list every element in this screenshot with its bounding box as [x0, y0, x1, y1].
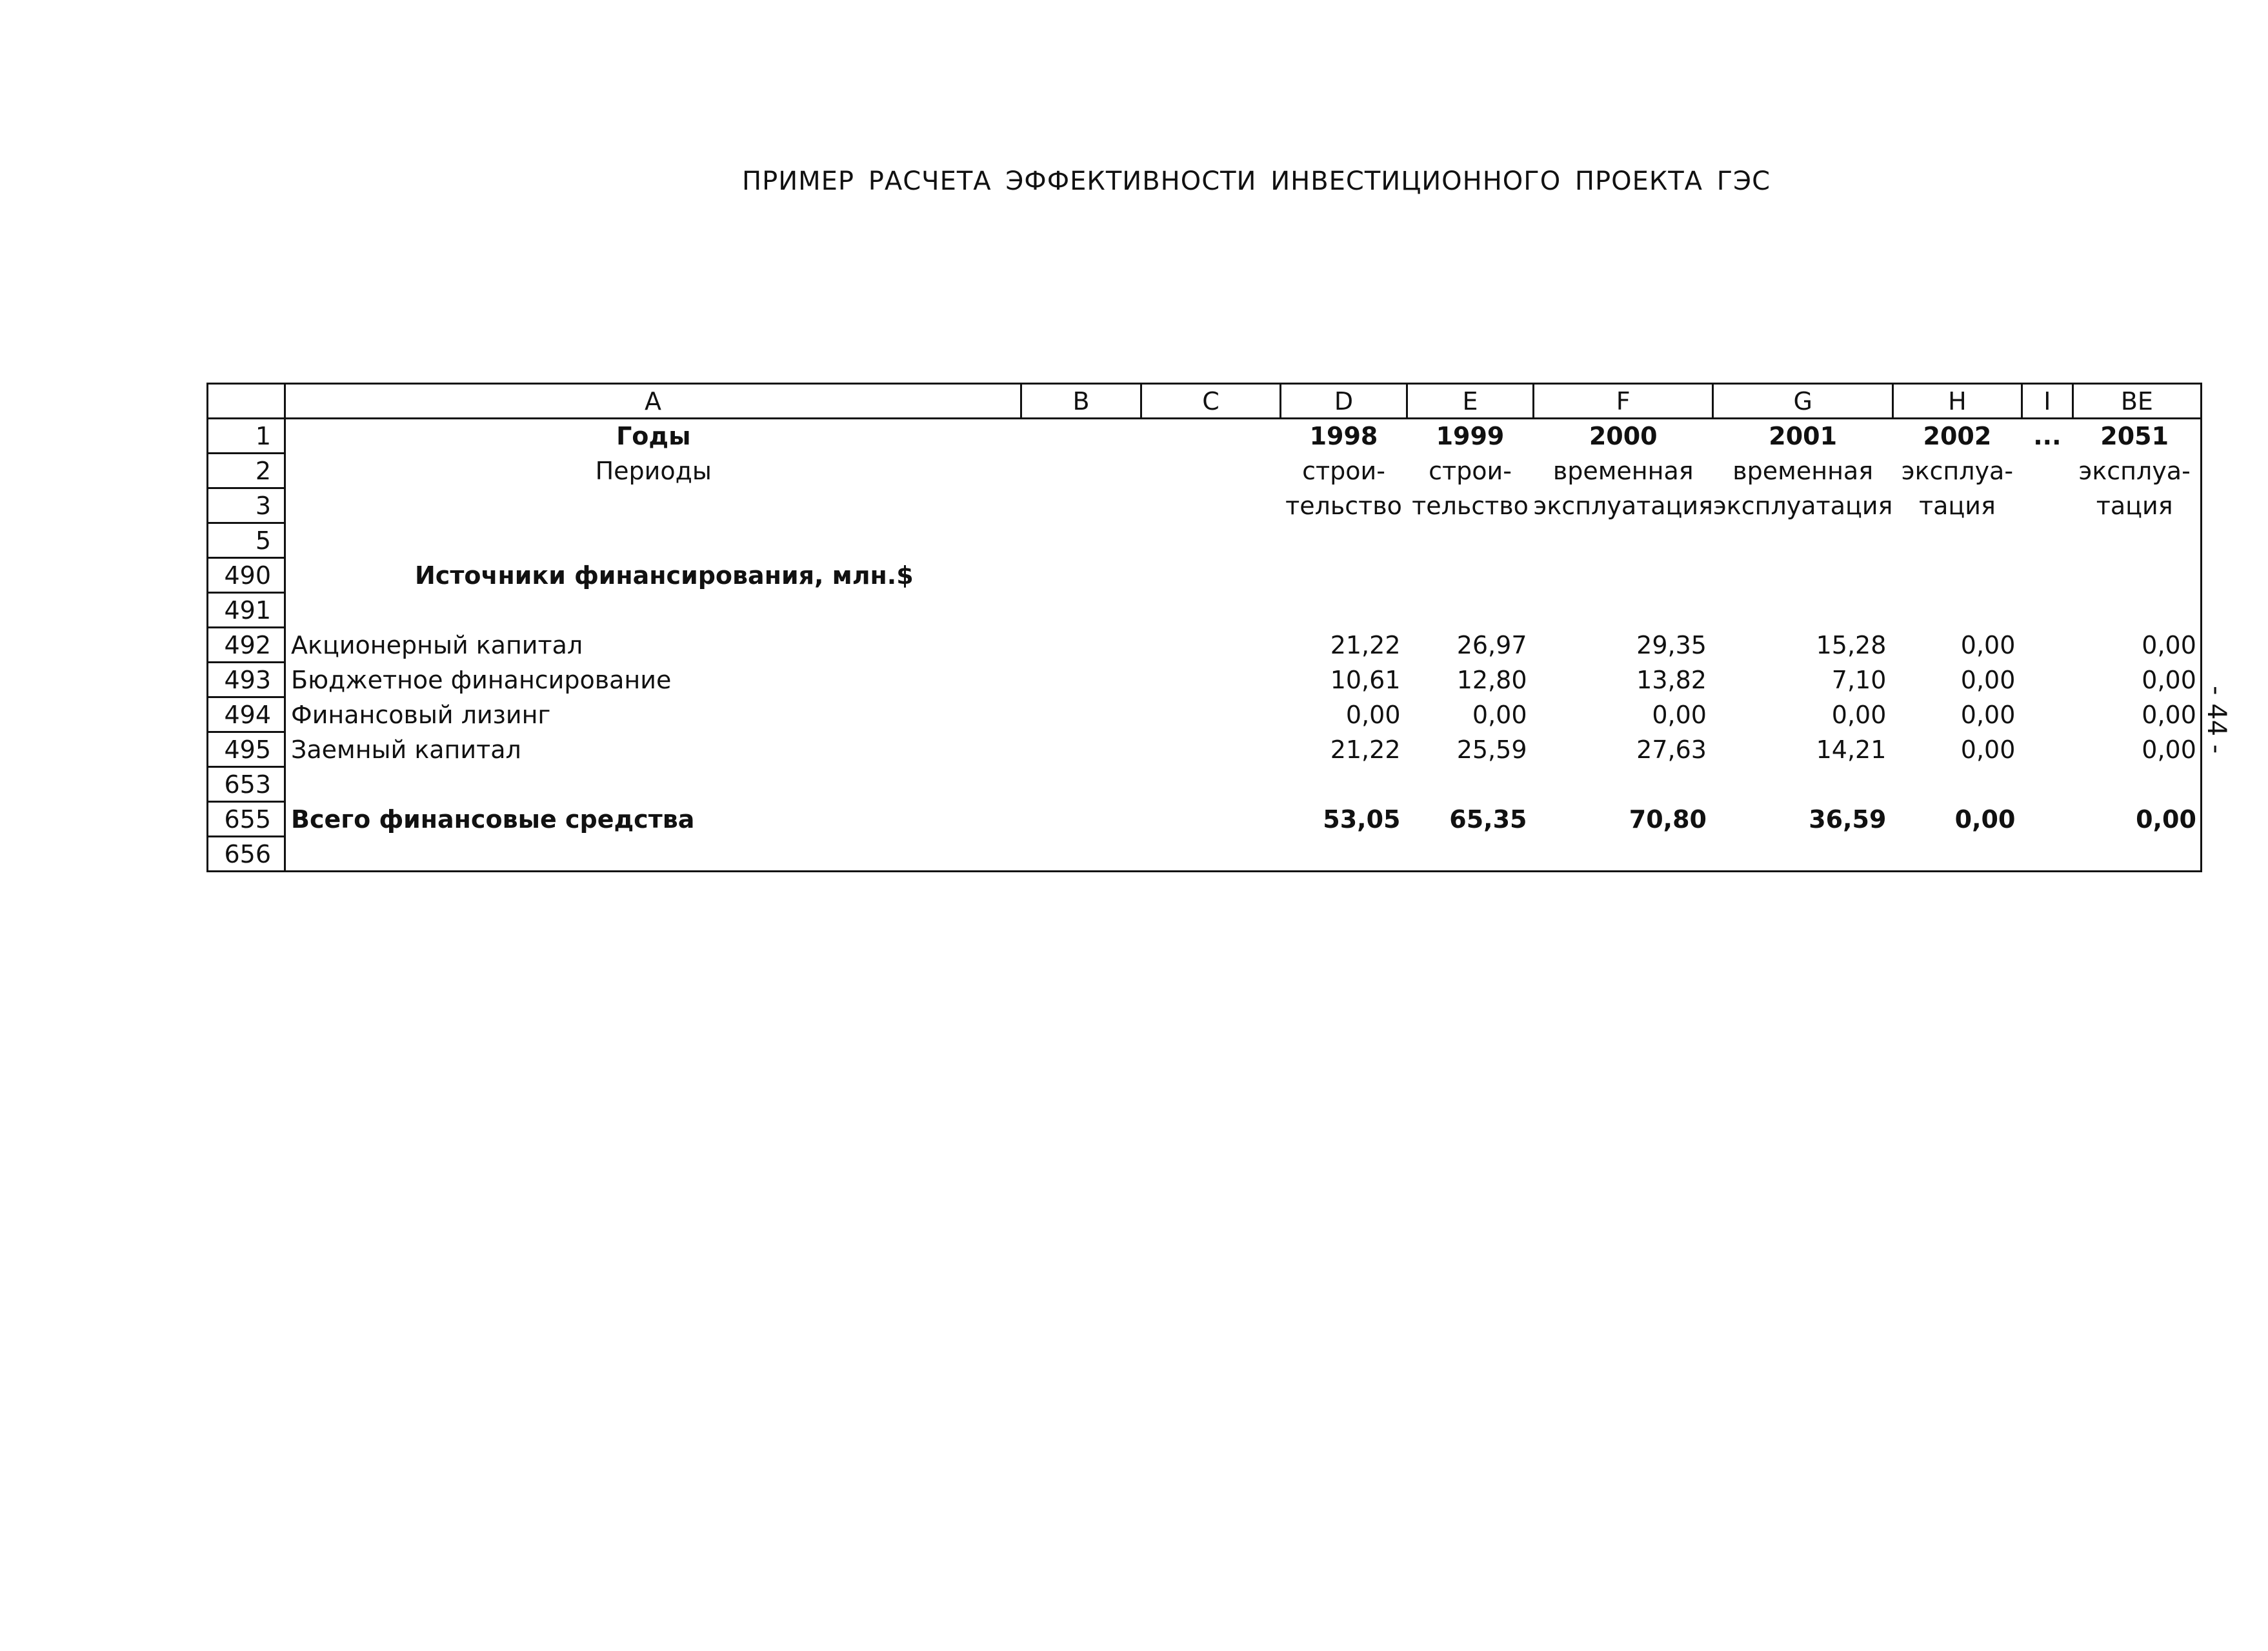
- period-e-line2: тельство: [1412, 491, 1529, 520]
- cell-h: 0,00: [1960, 665, 2016, 694]
- cell-d: 10,61: [1330, 665, 1401, 694]
- row-number: 494: [208, 697, 285, 732]
- cell-f: 13,82: [1636, 665, 1707, 694]
- total-row: [208, 802, 2202, 837]
- table-row: [208, 628, 2202, 663]
- year-d: 1998: [1309, 422, 1378, 451]
- row-number: 656: [208, 837, 285, 872]
- periods-label: Периоды: [285, 454, 1021, 488]
- column-header-a: A: [285, 384, 1021, 419]
- column-header-e: E: [1407, 384, 1534, 419]
- cell-f: 29,35: [1636, 630, 1707, 659]
- row-number: 655: [208, 802, 285, 837]
- cell-h: 0,00: [1960, 700, 2016, 729]
- row-number: 2: [208, 454, 285, 488]
- years-label: Годы: [285, 419, 1021, 454]
- column-header-row: [208, 384, 2202, 419]
- period-g-line1: временная: [1732, 456, 1874, 485]
- cell-g: 7,10: [1831, 665, 1887, 694]
- column-header-b: B: [1021, 384, 1141, 419]
- row-number: 1: [208, 419, 285, 454]
- total-e: 65,35: [1449, 805, 1527, 834]
- total-d: 53,05: [1323, 805, 1401, 834]
- table-row: [208, 697, 2202, 732]
- page-number: - 44 -: [2202, 686, 2231, 754]
- table-row: [208, 837, 2202, 872]
- total-label: Всего финансовые средства: [285, 802, 1021, 837]
- cell-g: 14,21: [1816, 735, 1887, 764]
- column-header-f: F: [1534, 384, 1713, 419]
- financing-table: [206, 383, 2202, 872]
- cell-h: 0,00: [1960, 735, 2016, 764]
- row-number: 492: [208, 628, 285, 663]
- cell-d: 21,22: [1330, 630, 1401, 659]
- cell-f: 0,00: [1652, 700, 1707, 729]
- year-ellipsis: ...: [2033, 422, 2062, 451]
- column-header-be: BE: [2072, 384, 2201, 419]
- row-number: 490: [208, 558, 285, 593]
- corner-cell: [208, 384, 285, 419]
- year-f: 2000: [1589, 422, 1658, 451]
- year-be: 2051: [2072, 419, 2201, 454]
- table-row: [208, 523, 2202, 558]
- cell-be: 0,00: [2072, 628, 2201, 663]
- total-g: 36,59: [1809, 805, 1887, 834]
- cell-be: 0,00: [2072, 732, 2201, 767]
- row-number: 495: [208, 732, 285, 767]
- period-h-line2: тация: [1918, 491, 1996, 520]
- period-h-line1: эксплуа-: [1901, 456, 2014, 485]
- table-row: [208, 593, 2202, 628]
- period-f-line2: эксплуатация: [1533, 491, 1713, 520]
- table-row: [208, 732, 2202, 767]
- column-header-h: H: [1892, 384, 2022, 419]
- column-header-c: C: [1141, 384, 1281, 419]
- cell-d: 21,22: [1330, 735, 1401, 764]
- column-header-d: D: [1281, 384, 1407, 419]
- section-title: Источники финансирования, млн.$: [285, 558, 1021, 593]
- table-row: [208, 419, 2202, 454]
- cell-g: 0,00: [1831, 700, 1887, 729]
- row-label: Заемный капитал: [285, 732, 1021, 767]
- period-f-line1: временная: [1552, 456, 1694, 485]
- cell-be: 0,00: [2072, 697, 2201, 732]
- year-h: 2002: [1923, 422, 1992, 451]
- cell-be: 0,00: [2072, 663, 2201, 697]
- period-be-line1: эксплуа-: [2072, 454, 2201, 488]
- table-row: [208, 454, 2202, 488]
- total-be: 0,00: [2072, 802, 2201, 837]
- period-e-line1: строи-: [1429, 456, 1512, 485]
- cell-e: 25,59: [1456, 735, 1527, 764]
- row-number: 653: [208, 767, 285, 802]
- period-be-line2: тация: [2072, 488, 2201, 523]
- row-number: 3: [208, 488, 285, 523]
- total-h: 0,00: [1954, 805, 2016, 834]
- row-label: Акционерный капитал: [285, 628, 1021, 663]
- cell-e: 0,00: [1472, 700, 1527, 729]
- cell-g: 15,28: [1816, 630, 1887, 659]
- page-title: ПРИМЕР РАСЧЕТА ЭФФЕКТИВНОСТИ ИНВЕСТИЦИОННОГО ПРОЕКТА ГЭС: [742, 166, 1771, 196]
- cell-e: 26,97: [1456, 630, 1527, 659]
- table-row: [208, 663, 2202, 697]
- row-number: 493: [208, 663, 285, 697]
- cell-d: 0,00: [1345, 700, 1401, 729]
- column-header-i: I: [2022, 384, 2072, 419]
- year-g: 2001: [1769, 422, 1838, 451]
- cell-h: 0,00: [1960, 630, 2016, 659]
- period-d-line2: тельство: [1285, 491, 1402, 520]
- table-row: [208, 558, 2202, 593]
- row-label: Финансовый лизинг: [285, 697, 1021, 732]
- table-row: [208, 488, 2202, 523]
- period-d-line1: строи-: [1302, 456, 1385, 485]
- year-e: 1999: [1436, 422, 1505, 451]
- table-row: [208, 767, 2202, 802]
- total-f: 70,80: [1629, 805, 1707, 834]
- column-header-g: G: [1713, 384, 1892, 419]
- period-g-line2: эксплуатация: [1712, 491, 1893, 520]
- cell-e: 12,80: [1456, 665, 1527, 694]
- row-number: 491: [208, 593, 285, 628]
- cell-f: 27,63: [1636, 735, 1707, 764]
- row-number: 5: [208, 523, 285, 558]
- row-label: Бюджетное финансирование: [285, 663, 1021, 697]
